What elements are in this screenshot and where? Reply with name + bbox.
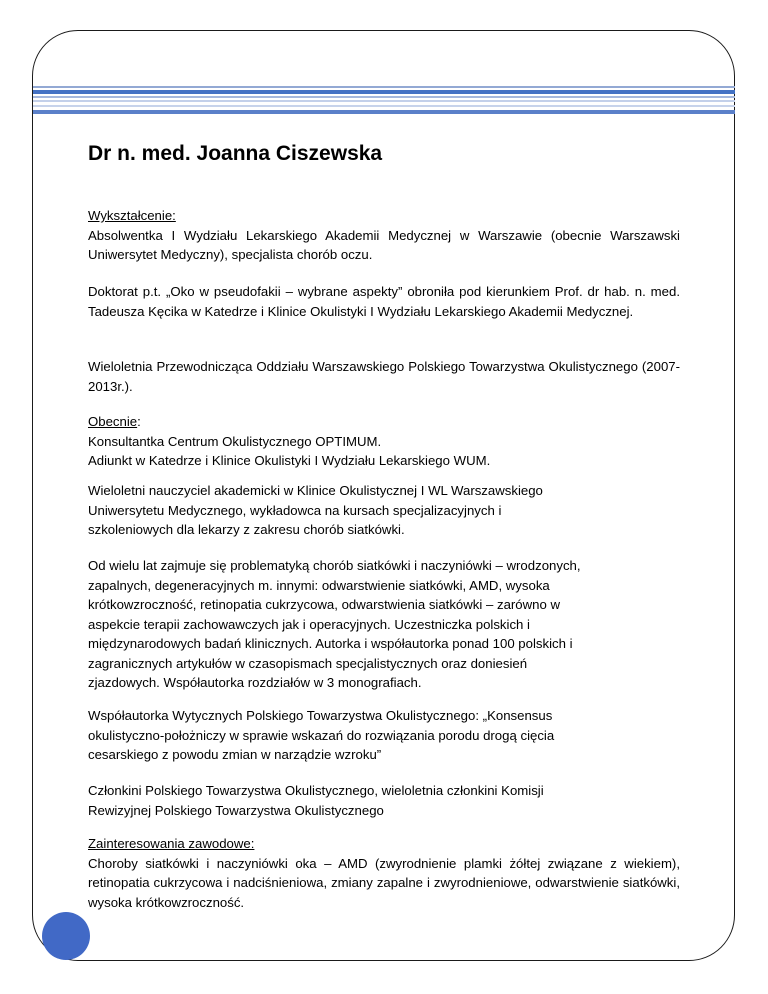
- membership-paragraph: [88, 781, 680, 820]
- research-paragraph: [88, 556, 680, 693]
- current-line: Konsultantka Centrum Okulistycznego OPTIMUM.: [88, 433, 382, 449]
- research-line: zagranicznych artykułów w czasopismach specjalistycznych oraz doniesień: [88, 655, 528, 671]
- education-heading: Wykształcenie:: [88, 208, 176, 223]
- chair-paragraph: Wieloletnia Przewodnicząca Oddziału Warszawskiego Polskiego Towarzystwa Okulistycznego (2007-2013r.).: [88, 359, 680, 394]
- interests-section: [88, 834, 680, 912]
- stripe-line: [33, 110, 735, 114]
- research-line: zjazdowych. Współautorka rozdziałów w 3 monografiach.: [88, 675, 422, 690]
- research-line: krótkowzroczność, retinopatia cukrzycowa, odwarstwienia siatkówki – zarówno w: [88, 597, 561, 612]
- stripe-line: [33, 96, 735, 98]
- membership-line: Członkini Polskiego Towarzystwa Okulistycznego, wieloletnia członkini Komisji: [88, 783, 544, 798]
- interests-text: Choroby siatkówki i naczyniówki oka – AMD (zwyrodnienie plamki żółtej związane z wiekiem), retinopatia cukrzycowa i nadciśnieniowa, zmiany zapalne i zwyrodnieniowe, odwarstwienie siatkówki, wysoka krótkowzroczność.: [88, 855, 680, 910]
- teaching-paragraph: [88, 481, 680, 540]
- decorative-circle: [42, 912, 90, 960]
- current-heading: Obecnie: [88, 414, 138, 429]
- current-section: [88, 412, 680, 471]
- research-line: zapalnych, degeneracyjnych m. innymi: odwarstwienie siatkówki, AMD, wysoka: [88, 577, 550, 593]
- education-text: Absolwentka I Wydziału Lekarskiego Akademii Medycznej w Warszawie (obecnie Warszawski Uniwersytet Medyczny), specjalista chorób oczu.: [88, 227, 680, 262]
- stripe-line: [33, 90, 735, 94]
- teaching-line: Uniwersytetu Medycznego, wykładowca na kursach specjalizacyjnych i: [88, 502, 502, 518]
- education-section: [88, 206, 680, 265]
- teaching-line: Wieloletni nauczyciel akademicki w Klinice Okulistycznej I WL Warszawskiego: [88, 483, 543, 498]
- guidelines-line: cesarskiego z powodu zmian w narządzie wzroku”: [88, 747, 382, 762]
- interests-heading: Zainteresowania zawodowe:: [88, 836, 255, 851]
- current-line: Adiunkt w Katedrze i Klinice Okulistyki I Wydziału Lekarskiego WUM.: [88, 453, 491, 468]
- guidelines-line: Współautorka Wytycznych Polskiego Towarzystwa Okulistycznego: „Konsensus: [88, 708, 553, 723]
- teaching-line: szkoleniowych dla lekarzy z zakresu chorób siatkówki.: [88, 522, 405, 537]
- research-line: Od wielu lat zajmuje się problematyką chorób siatkówki i naczyniówki – wrodzonych,: [88, 558, 581, 573]
- page-title: Dr n. med. Joanna Ciszewska: [88, 142, 383, 165]
- membership-line: Rewizyjnej Polskiego Towarzystwa Okulistycznego: [88, 802, 384, 818]
- current-heading-colon: :: [137, 414, 141, 429]
- research-line: międzynarodowych badań klinicznych. Autorka i współautorka ponad 100 polskich i: [88, 636, 573, 651]
- doctorate-paragraph: Doktorat p.t. „Oko w pseudofakii – wybrane aspekty” obroniła pod kierunkiem Prof. dr hab. n. med. Tadeusza Kęcika w Katedrze i Klinice Okulistyki I Wydziału Lekarskiego Akademii Medycznej.: [88, 284, 680, 319]
- header-stripes: [33, 86, 735, 116]
- stripe-line: [33, 100, 735, 102]
- stripe-line: [33, 105, 735, 107]
- guidelines-line: okulistyczno-położniczy w sprawie wskazań do rozwiązania porodu drogą cięcia: [88, 727, 555, 743]
- research-line: aspekcie terapii zachowawczych jak i operacyjnych. Uczestniczka polskich i: [88, 616, 530, 632]
- stripe-line: [33, 86, 735, 88]
- guidelines-paragraph: [88, 706, 680, 765]
